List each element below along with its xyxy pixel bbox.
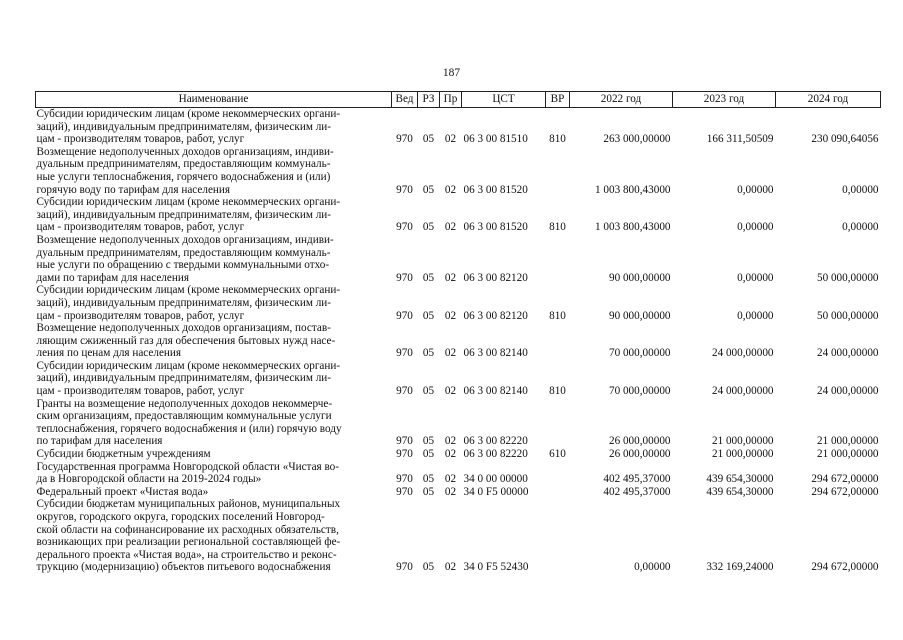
- name-line: ления по ценам для населения: [36, 347, 182, 360]
- name-line: Возмещение недополученных доходов организациям, постав-: [36, 322, 331, 335]
- cell-2023: 0,00000: [737, 183, 774, 196]
- table-row: [36, 461, 881, 486]
- cell-ved: 970: [396, 561, 413, 574]
- cell-vr: [546, 498, 570, 574]
- cell-2023: 439 654,30000: [706, 473, 774, 486]
- budget-table: [35, 91, 881, 574]
- cell-pr: 02: [444, 435, 457, 448]
- cell-ved: 970: [396, 435, 413, 448]
- cell-2022: 70 000,00000: [608, 347, 671, 360]
- cell-pr: 02: [444, 485, 457, 498]
- cell-vr: 810: [549, 385, 566, 398]
- name-line: Субсидии юридическим лицам (кроме некоммерческих органи-: [36, 284, 341, 297]
- cell-2022: 26 000,00000: [608, 435, 671, 448]
- table-row: [36, 360, 881, 398]
- cell-pr: 02: [444, 133, 457, 146]
- cell-rz: 05: [422, 385, 435, 398]
- table-body: [36, 108, 881, 574]
- cell-2024: 294 672,00000: [811, 485, 879, 498]
- cell-2022: 26 000,00000: [608, 448, 671, 461]
- cell-pr: 02: [444, 309, 457, 322]
- name-line: Возмещение недополученных доходов организациям, индиви-: [36, 233, 334, 246]
- cell-cst: 06 3 00 82220: [463, 435, 528, 448]
- cell-2024: 21 000,00000: [816, 435, 879, 448]
- cell-2024: 24 000,00000: [816, 385, 879, 398]
- cell-2022: 1 003 800,43000: [594, 221, 671, 234]
- header-2022: 2022 год: [570, 92, 673, 108]
- table-row: [36, 146, 881, 196]
- cell-name: [36, 486, 392, 499]
- name-line: заций), индивидуальным предпринимателям, физическим ли-: [36, 208, 331, 221]
- cell-cst: 06 3 00 81510: [463, 133, 528, 146]
- cell-2024: 0,00000: [842, 183, 879, 196]
- name-line: заций), индивидуальным предпринимателям, физическим ли-: [36, 296, 331, 309]
- table-row: [36, 498, 881, 574]
- table-header: [36, 92, 881, 108]
- cell-rz: 05: [422, 309, 435, 322]
- cell-name: [36, 108, 392, 146]
- name-line: Субсидии юридическим лицам (кроме некоммерческих органи-: [36, 108, 341, 120]
- name-line: заций), индивидуальным предпринимателям, физическим ли-: [36, 120, 331, 133]
- cell-2022: 1 003 800,43000: [594, 183, 671, 196]
- cell-2024: 50 000,00000: [816, 309, 879, 322]
- name-line: Федеральный проект «Чистая вода»: [36, 485, 209, 498]
- cell-ved: 970: [396, 271, 413, 284]
- cell-2024: 21 000,00000: [816, 448, 879, 461]
- header-ved: Вед: [392, 92, 418, 108]
- cell-2024: 0,00000: [842, 221, 879, 234]
- cell-cst: 06 3 00 82220: [463, 448, 528, 461]
- name-line: дуальным предпринимателям, предоставляющим коммуналь-: [36, 158, 331, 171]
- cell-2022: 402 495,37000: [603, 485, 671, 498]
- cell-2023: 21 000,00000: [711, 435, 774, 448]
- cell-rz: 05: [422, 271, 435, 284]
- table-row: [36, 398, 881, 448]
- name-line: округов, городского округа, городских поселений Новгород-: [36, 511, 325, 523]
- cell-rz: 05: [422, 435, 435, 448]
- cell-2023: 0,00000: [737, 271, 774, 284]
- cell-cst: 06 3 00 81520: [463, 221, 528, 234]
- cell-pr: 02: [444, 473, 457, 486]
- name-line: Субсидии бюджетам муниципальных районов, муниципальных: [36, 498, 341, 511]
- cell-cst: 34 0 F5 52430: [463, 561, 529, 574]
- table-row: [36, 284, 881, 322]
- cell-cst: 06 3 00 82140: [463, 347, 528, 360]
- cell-vr: [546, 322, 570, 360]
- cell-2022: 263 000,00000: [603, 133, 671, 146]
- cell-name: [36, 322, 392, 360]
- cell-2022: 402 495,37000: [603, 473, 671, 486]
- name-line: ляющим сжиженный газ для обеспечения бытовых нужд насе-: [36, 334, 336, 347]
- cell-vr: 810: [549, 221, 566, 234]
- cell-2023: 166 311,50509: [706, 133, 774, 146]
- cell-rz: 05: [422, 347, 435, 360]
- cell-name: [36, 360, 392, 398]
- cell-ved: 970: [396, 448, 413, 461]
- name-line: ные услуги теплоснабжения, горячего водоснабжения и (или): [36, 170, 331, 183]
- cell-cst: 06 3 00 82120: [463, 271, 528, 284]
- cell-rz: 05: [422, 183, 435, 196]
- table-row: [36, 486, 881, 499]
- cell-ved: 970: [396, 183, 413, 196]
- header-name: Наименование: [36, 92, 392, 108]
- cell-pr: 02: [444, 561, 457, 574]
- cell-name: [36, 448, 392, 461]
- table-row: [36, 448, 881, 461]
- cell-ved: 970: [396, 385, 413, 398]
- cell-cst: 06 3 00 82140: [463, 385, 528, 398]
- name-line: ской области на софинансирование их расходных обязательств,: [36, 523, 339, 536]
- cell-2023: 439 654,30000: [706, 485, 774, 498]
- cell-pr: 02: [444, 448, 457, 461]
- table-row: [36, 196, 881, 234]
- header-rz: РЗ: [418, 92, 440, 108]
- name-line: ные услуги по обращению с твердыми коммунальными отхо-: [36, 259, 330, 272]
- name-line: горячую воду по тарифам для населения: [36, 183, 231, 196]
- cell-rz: 05: [422, 485, 435, 498]
- name-line: Государственная программа Новгородской области «Чистая во-: [36, 460, 339, 473]
- table-row: [36, 108, 881, 146]
- cell-rz: 05: [422, 133, 435, 146]
- cell-2022: 90 000,00000: [608, 271, 671, 284]
- table-row: [36, 234, 881, 284]
- cell-name: [36, 398, 392, 448]
- cell-cst: 06 3 00 82120: [463, 309, 528, 322]
- cell-cst: 34 0 00 00000: [463, 473, 528, 486]
- table-row: [36, 322, 881, 360]
- cell-name: [36, 461, 392, 486]
- cell-2023: 332 169,24000: [706, 561, 774, 574]
- cell-2024: 230 090,64056: [811, 133, 879, 146]
- cell-cst: 34 0 F5 00000: [463, 485, 529, 498]
- cell-name: [36, 146, 392, 196]
- name-line: цам - производителям товаров, работ, услуг: [36, 309, 245, 322]
- cell-vr: [546, 486, 570, 499]
- cell-rz: 05: [422, 448, 435, 461]
- header-2023: 2023 год: [673, 92, 776, 108]
- name-line: ским организациям, предоставляющим коммунальные услуги: [36, 410, 332, 423]
- name-line: дами по тарифам для населения: [36, 271, 189, 284]
- cell-2023: 24 000,00000: [711, 385, 774, 398]
- header-pr: Пр: [440, 92, 462, 108]
- name-line: Субсидии юридическим лицам (кроме некоммерческих органи-: [36, 196, 341, 209]
- header-vr: ВР: [546, 92, 570, 108]
- name-line: по тарифам для населения: [36, 435, 163, 448]
- cell-pr: 02: [444, 347, 457, 360]
- name-line: Субсидии бюджетным учреждениям: [36, 448, 211, 461]
- name-line: дерального проекта «Чистая вода», на строительство и реконс-: [36, 548, 337, 561]
- cell-vr: [546, 146, 570, 196]
- cell-vr: [546, 398, 570, 448]
- name-line: трукцию (модернизацию) объектов питьевого водоснабжения: [36, 561, 331, 574]
- cell-2023: 24 000,00000: [711, 347, 774, 360]
- cell-rz: 05: [422, 473, 435, 486]
- cell-vr: [546, 461, 570, 486]
- cell-2024: 24 000,00000: [816, 347, 879, 360]
- cell-2024: 50 000,00000: [816, 271, 879, 284]
- cell-name: [36, 196, 392, 234]
- cell-2022: 0,00000: [634, 561, 671, 574]
- name-line: цам - производителям товаров, работ, услуг: [36, 221, 245, 234]
- cell-pr: 02: [444, 385, 457, 398]
- cell-pr: 02: [444, 183, 457, 196]
- name-line: Субсидии юридическим лицам (кроме некоммерческих органи-: [36, 359, 341, 372]
- cell-vr: [546, 234, 570, 284]
- cell-2022: 70 000,00000: [608, 385, 671, 398]
- name-line: дуальным предпринимателям, предоставляющим коммуналь-: [36, 246, 331, 259]
- cell-vr: 610: [549, 448, 566, 461]
- page-number: 187: [442, 67, 461, 79]
- cell-rz: 05: [422, 221, 435, 234]
- cell-cst: 06 3 00 81520: [463, 183, 528, 196]
- cell-ved: 970: [396, 133, 413, 146]
- header-cst: ЦСТ: [462, 92, 546, 108]
- cell-name: [36, 234, 392, 284]
- name-line: возникающих при реализации региональной составляющей фе-: [36, 536, 341, 549]
- cell-pr: 02: [444, 221, 457, 234]
- name-line: да в Новгородской области на 2019-2024 годы»: [36, 473, 262, 486]
- name-line: цам - производителям товаров, работ, услуг: [36, 133, 245, 146]
- name-line: Гранты на возмещение недополученных доходов некоммерче-: [36, 397, 333, 410]
- cell-ved: 970: [396, 473, 413, 486]
- cell-2024: 294 672,00000: [811, 473, 879, 486]
- header-2024: 2024 год: [776, 92, 881, 108]
- name-line: Возмещение недополученных доходов организациям, индиви-: [36, 145, 334, 158]
- cell-name: [36, 284, 392, 322]
- cell-2022: 90 000,00000: [608, 309, 671, 322]
- cell-pr: 02: [444, 271, 457, 284]
- cell-ved: 970: [396, 221, 413, 234]
- name-line: теплоснабжения, горячего водоснабжения и (или) горячую воду: [36, 422, 342, 435]
- cell-2024: 294 672,00000: [811, 561, 879, 574]
- cell-ved: 970: [396, 347, 413, 360]
- cell-vr: 810: [549, 309, 566, 322]
- cell-ved: 970: [396, 485, 413, 498]
- cell-2023: 0,00000: [737, 309, 774, 322]
- name-line: цам - производителям товаров, работ, услуг: [36, 385, 245, 398]
- cell-2023: 0,00000: [737, 221, 774, 234]
- cell-vr: 810: [549, 133, 566, 146]
- cell-2023: 21 000,00000: [711, 448, 774, 461]
- cell-name: [36, 498, 392, 574]
- name-line: заций), индивидуальным предпринимателям, физическим ли-: [36, 372, 331, 385]
- cell-rz: 05: [422, 561, 435, 574]
- cell-ved: 970: [396, 309, 413, 322]
